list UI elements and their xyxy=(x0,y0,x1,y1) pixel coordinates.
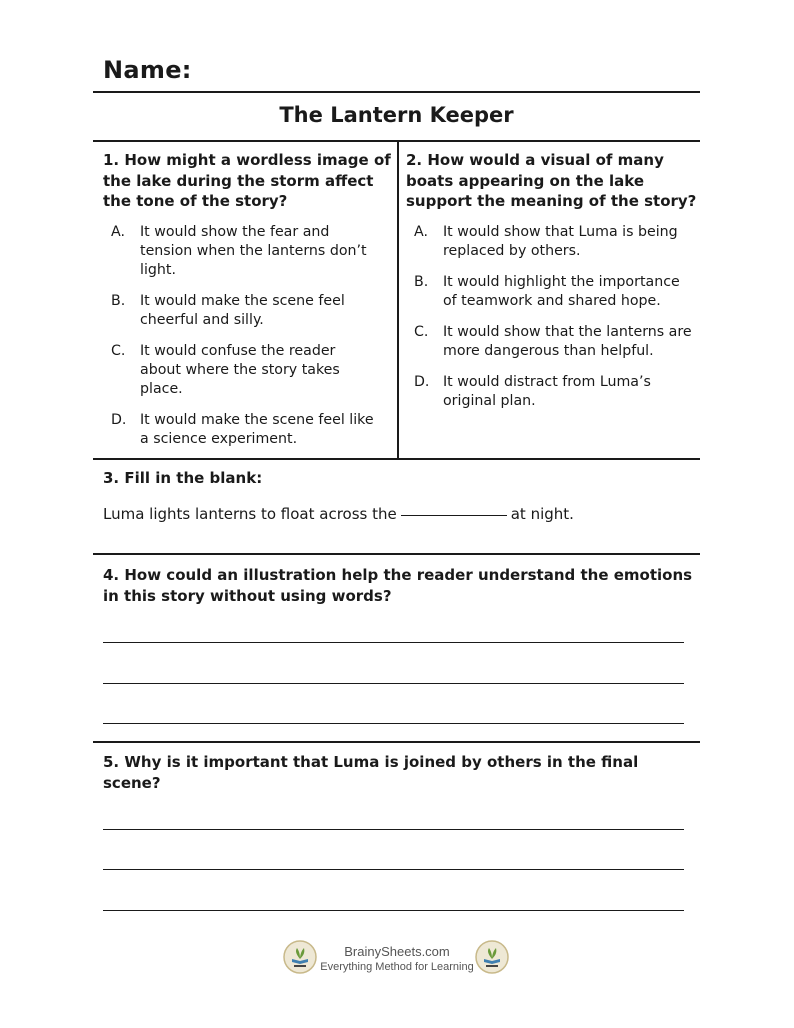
question-1-text: 1. How might a wordless image of the lake during the storm affect the tone of the story? xyxy=(103,151,391,210)
option-text: It would confuse the reader about where the story takes place. xyxy=(140,343,340,397)
option-letter: A. xyxy=(414,224,428,240)
option-a[interactable] xyxy=(405,223,697,261)
sentence-start: Luma lights lanterns to float across the xyxy=(103,505,397,523)
option-d[interactable] xyxy=(102,411,380,449)
option-text: It would show that the lanterns are more dangerous than helpful. xyxy=(443,324,692,359)
option-text: It would show the fear and tension when the lanterns don’t light. xyxy=(140,224,367,278)
answer-line[interactable] xyxy=(103,869,684,870)
option-a[interactable] xyxy=(102,223,380,280)
divider xyxy=(93,91,700,93)
option-letter: A. xyxy=(111,224,125,240)
answer-line[interactable] xyxy=(103,723,684,724)
option-letter: C. xyxy=(111,343,126,359)
option-b[interactable] xyxy=(405,273,697,311)
option-text: It would highlight the importance of teamwork and shared hope. xyxy=(443,274,680,309)
option-text: It would distract from Luma’s original plan. xyxy=(443,374,651,409)
option-text: It would make the scene feel like a science experiment. xyxy=(140,412,374,447)
fill-blank[interactable] xyxy=(401,515,507,516)
option-letter: D. xyxy=(414,374,430,390)
question-1-options xyxy=(102,223,380,461)
question-4-text: 4. How could an illustration help the reader understand the emotions in this story without using words? xyxy=(103,566,693,605)
option-letter: D. xyxy=(111,412,127,428)
option-c[interactable] xyxy=(405,323,697,361)
question-3-text: 3. Fill in the blank: xyxy=(103,469,263,487)
divider xyxy=(93,553,700,555)
name-label: Name: xyxy=(103,56,192,84)
answer-line[interactable] xyxy=(103,910,684,911)
divider xyxy=(93,458,700,460)
option-text: It would make the scene feel cheerful and silly. xyxy=(140,293,345,328)
worksheet-title: The Lantern Keeper xyxy=(279,103,514,127)
brainysheets-logo-icon xyxy=(475,940,509,974)
question-2-options xyxy=(405,223,697,423)
option-letter: B. xyxy=(414,274,429,290)
answer-line[interactable] xyxy=(103,642,684,643)
answer-line[interactable] xyxy=(103,683,684,684)
option-text: It would show that Luma is being replaced by others. xyxy=(443,224,678,259)
option-letter: B. xyxy=(111,293,126,309)
fill-in-sentence xyxy=(103,505,574,523)
option-d[interactable] xyxy=(405,373,697,411)
divider xyxy=(93,741,700,743)
footer-site[interactable]: BrainySheets.com xyxy=(344,944,450,959)
option-b[interactable] xyxy=(102,292,380,330)
footer-credit xyxy=(290,944,504,974)
column-divider xyxy=(397,141,399,459)
question-2-text: 2. How would a visual of many boats appearing on the lake support the meaning of the story? xyxy=(406,151,697,210)
answer-line[interactable] xyxy=(103,829,684,830)
option-c[interactable] xyxy=(102,342,380,399)
question-5-text: 5. Why is it important that Luma is joined by others in the final scene? xyxy=(103,753,639,792)
option-letter: C. xyxy=(414,324,429,340)
footer-tagline: Everything Method for Learning xyxy=(320,961,474,973)
sentence-end: at night. xyxy=(510,505,574,523)
